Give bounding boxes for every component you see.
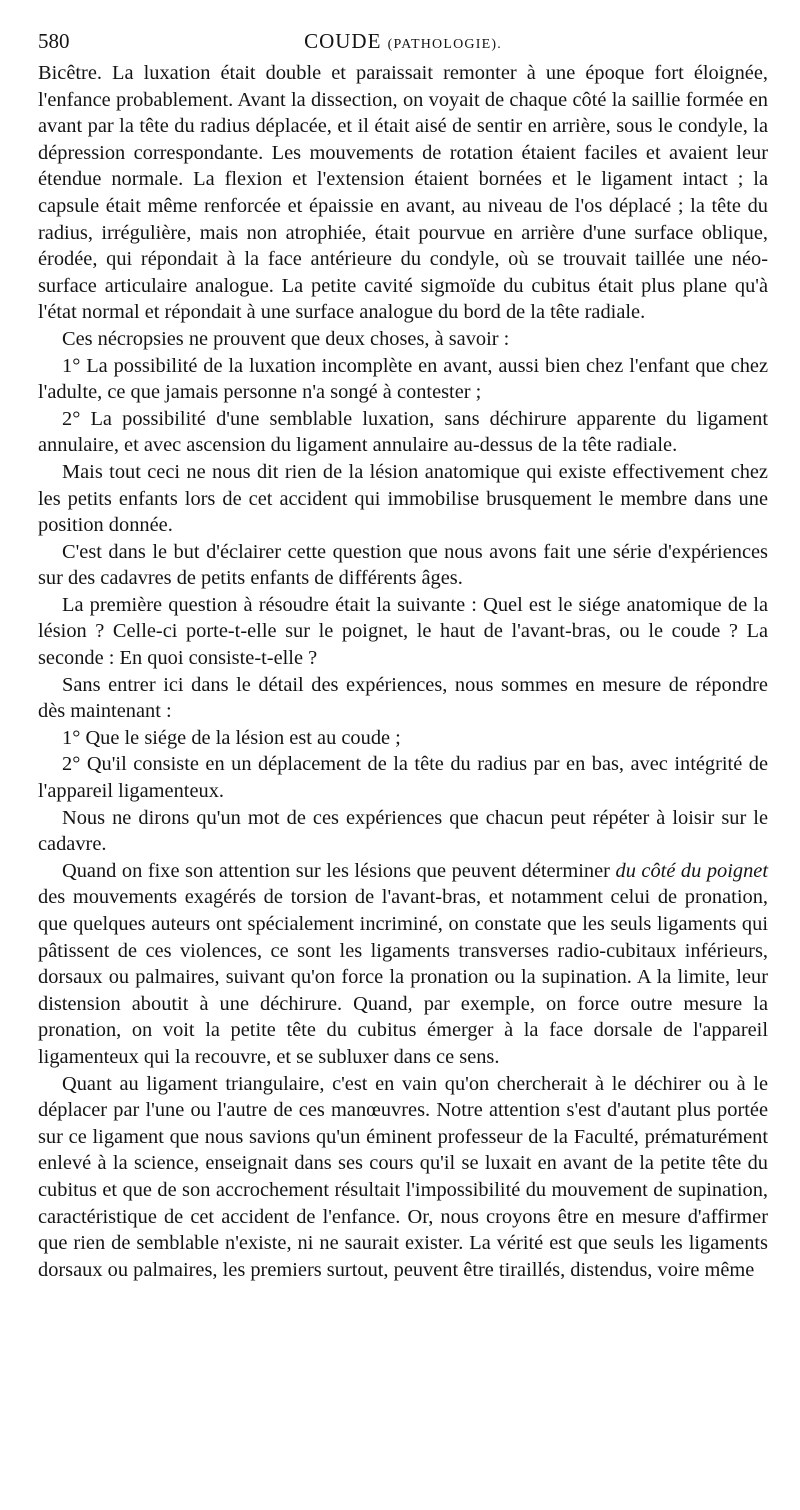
paragraph: Ces nécropsies ne prouvent que deux choses, à savoir : (62, 327, 510, 350)
paragraph: C'est dans le but d'éclairer cette question que nous avons fait une série d'expériences sur des cadavres de petits enfants de différents âges. (38, 540, 768, 590)
paragraph: Quant au ligament triangulaire, c'est en vain qu'on chercherait à le déchirer ou à le déplacer par l'une ou l'autre de ces manœuvres. Notre attention s'est d'autant plus portée sur ce ligament que nous savions qu'un éminent professeur de la Faculté, prématurément enlevé à la science, enseignait dans ses cours qu'il se luxait en avant de la petite tête du cubitus et que de son accrochement résultait l'impossibilité du mouvement de supination, caractéristique de cet accident de l'enfance. Or, nous croyons être en mesure d'affirmer que rien de semblable n'existe, ni ne saurait exister. La vérité est que seuls les ligaments dorsaux ou palmaires, les premiers surtout, peuvent être tiraillés, distendus, voire même (38, 1072, 768, 1281)
paragraph (38, 858, 768, 1071)
book-page (38, 26, 768, 1283)
running-title: COUDE (304, 29, 382, 53)
italic-phrase: du côté du poignet (615, 859, 768, 882)
list-item: 1° La possibilité de la luxation incomplète en avant, aussi bien chez l'enfant que chez l'adulte, ce que jamais personne n'a songé à contester ; (38, 354, 768, 404)
list-item: 1° Que le siége de la lésion est au coude ; (62, 726, 401, 749)
list-item: 2° La possibilité d'une semblable luxation, sans déchirure apparente du ligament annulaire, et avec ascension du ligament annulaire au-dessus de la tête radiale. (38, 407, 768, 457)
paragraph-text: des mouvements exagérés de torsion de l'avant-bras, et notamment celui de pronation, que quelques auteurs ont spécialement incriminé, on constate que les seuls ligaments qui pâtissent de ces violences, ce sont les ligaments transverses radio-cubitaux inférieurs, dorsaux ou palmaires, suivant qu'on force la pronation ou la supination. A la limite, leur distension aboutit à une déchirure. Quand, par exemple, on force outre mesure la pronation, on voit la petite tête du cubitus émerger à la face dorsale de l'appareil ligamenteux qui la recouvre, et se subluxer dans ce sens. (38, 886, 768, 1068)
paragraph: La première question à résoudre était la suivante : Quel est le siége anatomique de la lésion ? Celle-ci porte-t-elle sur le poignet, le haut de l'avant-bras, ou le coude ? La seconde : En quoi consiste-t-elle ? (38, 593, 768, 670)
running-head (38, 26, 768, 60)
paragraph-continued: Bicêtre. La luxation était double et paraissait remonter à une époque fort éloignée, l'enfance probablement. Avant la dissection, on voyait de chaque côté la saillie formée en avant par la tête du radius déplacée, et il était aisé de sentir en arrière, sous le condyle, la dépression correspondante. Les mouvements de rotation étaient faciles et avaient leur étendue normale. La flexion et l'extension étaient bornées et le ligament intact ; la capsule était même renforcée et épaissie en avant, au niveau de l'os déplacé ; la tête du radius, irrégulière, mais non atrophiée, était pourvue en arrière d'une surface oblique, érodée, qui répondait à la face antérieure du condyle, où se trouvait taillée une néo-surface articulaire analogue. La petite cavité sigmoïde du cubitus était plus plane qu'à l'état normal et répondait à une surface analogue du bord de la tête radiale. (38, 62, 768, 324)
paragraph: Sans entrer ici dans le détail des expériences, nous sommes en mesure de répondre dès maintenant : (38, 673, 768, 723)
page-number: 580 (38, 29, 70, 53)
paragraph: Mais tout ceci ne nous dit rien de la lésion anatomique qui existe effectivement chez les petits enfants lors de cet accident qui immobilise brusquement le membre dans une position donnée. (38, 460, 768, 537)
body-text (38, 60, 768, 1283)
paragraph: Nous ne dirons qu'un mot de ces expériences que chacun peut répéter à loisir sur le cadavre. (38, 806, 768, 856)
running-section: (PATHOLOGIE). (387, 37, 502, 52)
page-header (38, 26, 768, 60)
paragraph-text: Quand on fixe son attention sur les lésions que peuvent déterminer (62, 859, 616, 882)
list-item: 2° Qu'il consiste en un déplacement de la tête du radius par en bas, avec intégrité de l'appareil ligamenteux. (38, 753, 768, 803)
